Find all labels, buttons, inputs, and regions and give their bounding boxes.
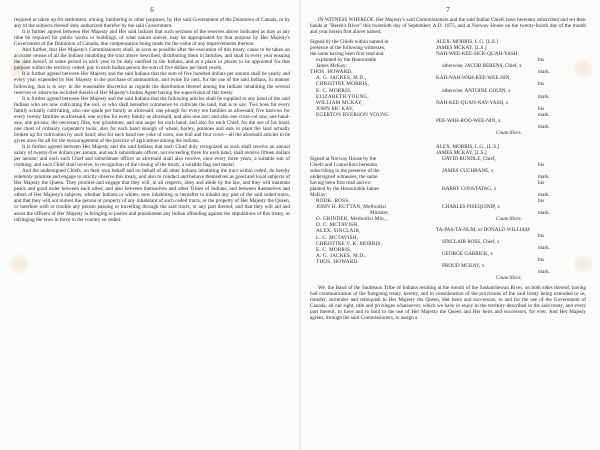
witness-column <box>310 144 428 281</box>
signatory-line: Councillors. <box>496 274 522 281</box>
signatory-line: HARRY CONSTATAG, x <box>442 186 497 193</box>
witness-name: ELIZABETH YOUNG, <box>316 93 369 100</box>
witness-line: James McKay: <box>316 63 347 70</box>
signatory-line: otherwise, JACOB BERENS, Chief, x <box>442 63 522 70</box>
witness-column <box>310 39 428 136</box>
witness-line: the same having been first read and <box>310 51 384 58</box>
witness-line: undersigned witnesses, the same <box>310 174 378 181</box>
signatory-line: mark. <box>538 268 550 275</box>
signatory-line: TA-PAS-TA-NUM, or DONALD WILLIAM <box>436 226 530 233</box>
signatory-line: Councillors. <box>496 129 522 136</box>
signatory-line: Councillors. <box>496 216 522 223</box>
signatory-line: mark. <box>538 123 550 130</box>
signatory-line: his <box>538 198 545 205</box>
witness-line: Signed by the Chiefs within named in <box>310 39 389 46</box>
signatory-line: DAVID RUNDLE, Chief, <box>442 155 496 162</box>
witness-name: E. C. MORRIS, <box>316 87 352 94</box>
closing-paragraph: We, the Band of the Saulteaux Tribe of Indians residing at the mouth of the Saskatchewan River, on both sides thereof, having had communication of the foregoing treaty, hereby, and in consideration of the provisions of the said treaty being extended to us, transfer, surrender and relinquish to Her Majesty the Queen, Her heirs and successors, to and for the use of the Government of Canada, all our right, title and privileges whatsoever, which we have or enjoy in the territory described in the said treaty, and every part thereof, to have and to hold to the use of Her Majesty the Queen and Her heirs and successors, for ever. And Her Majesty agrees, through the said Commissioners, to assign a <box>310 284 586 322</box>
signatory-column <box>436 39 586 136</box>
paragraph: required or taken up for settlement, mining, lumbering or other purposes, by Her said Government of the Dominion of Canada, or by any of the subjects thereof duly authorized therefor by the said Government. <box>14 17 290 30</box>
signatory-line: mark. <box>538 210 550 217</box>
witness-name: WILLIAM MCKAY, <box>316 99 363 106</box>
signatory-line: NAH-WEE-KEE-SICK-QUAH-YASH, <box>436 51 519 58</box>
paragraph: And further, that Her Majesty's Commissioners shall, as soon as possible after the execution of this treaty, cause to be taken an accurate census of all the Indians inhabiting the tract above described, distributing them in families, and shall in every year ensuing the date hereof, at some period in each year to be duly notified to the Indians, and at a place or places to be appointed for that purpose within the territory ceded, pay to each Indian person the sum of five dollars per head yearly. <box>14 47 290 72</box>
signature-block-norway-house <box>310 144 586 281</box>
signatory-line: NAH-KEE-QUAN-NAY-YASH, x <box>436 99 509 106</box>
witness-name: A. G. JACKES, M.D., <box>316 252 367 259</box>
witness-name: THOS. HOWARD. <box>316 258 359 265</box>
signatory-line: SINCLAIR ROSS, Chief, x <box>442 238 500 245</box>
page-number: 6 <box>150 6 154 14</box>
signatory-line: his <box>538 256 545 263</box>
witness-line: plained by the Honourable James <box>310 186 380 193</box>
paragraph: And the undersigned Chiefs, on their own behalf and on behalf of all other Indians inhabiting the tract within ceded, do hereby solemnly promise and engage to strictly observe this treaty, and also to conduct and behave themselves as good and loyal subjects of Her Majesty the Queen. They promise and engage that they will, in all respects, obey and abide by the law, and they will maintain peace and good order between each other, and also between themselves and other Tribes of Indians, and between themselves and others of Her Majesty's subjects, whether Indians or whites, now inhabiting or hereafter to inhabit any part of the said ceded tracts, and that they will not molest the person or property of any inhabitant of such ceded tracts, or the property of Her Majesty the Queen, or interfere with or trouble any person passing or travelling through the said tracts, or any part thereof, and that they will aid and assist the officers of Her Majesty in bringing to justice and punishment any Indian offending against the stipulations of this treaty, or infringing the laws in force in the country so ceded. <box>14 168 290 223</box>
signatory-line: mark. <box>538 111 550 118</box>
witness-name: ALEX. SINCLAIR, <box>316 228 361 235</box>
signatory-line: his <box>538 180 545 187</box>
paragraph: It is further agreed between Her Majesty and the said Indians that each Chief duly recognized as such shall receive an annual salary of twenty-five dollars per annum, and each subordinate officer, not exceeding three for each band, shall receive fifteen dollars per annum; and each such Chief and subordinate officer as aforesaid shall also receive, once every three years, a suitable suit of clothing; and each Chief shall receive, in recognition of the closing of the treaty, a suitable flag and medal. <box>14 143 290 169</box>
signatory-line: his <box>538 232 545 239</box>
signatory-line: mark. <box>538 244 550 251</box>
signatory-line: CHARLES PISEQUINIP, x <box>442 204 500 211</box>
signatory-line: mark. <box>538 93 550 100</box>
witness-name: O. GRINDER, Methodist Min., <box>316 216 387 223</box>
signature-block-berens-river <box>310 39 586 136</box>
signatory-line: mark. <box>538 192 550 199</box>
witness-name: JOHN H. RUTTAN, Methodist <box>316 204 387 211</box>
witness-line: explained by the Honourable <box>316 57 377 64</box>
page-number: 7 <box>446 6 450 14</box>
witness-line: Chiefs and Councillors hereunto <box>310 161 378 168</box>
witness-name: THOS. HOWARD, <box>310 69 353 76</box>
witness-name: Minister, <box>370 210 389 217</box>
signatory-line: mark. <box>538 174 550 181</box>
witness-line: having been first read and ex- <box>310 180 372 187</box>
witness-name: EGERTON RYERSON YOUNG <box>316 111 390 118</box>
paragraph: It is further agreed between Her Majesty and the said Indians that the sum of five hundred dollars per annum shall be yearly and every year expended by Her Majesty in the purchase of ammunition, and twine for nets, for the use of the said Indians, in manner following, that is to say: in the reasonable discretion as regards the distribution thereof among the Indians inhabiting the several reserves or otherwise included therein of Her Majesty's Indian Agent having the supervision of this treaty. <box>14 71 290 96</box>
signatory-line: ALEX. MORRIS, L.G. [L.S.] <box>436 39 498 46</box>
witness-line: McKay: <box>310 192 327 199</box>
signatory-line: mark. <box>538 69 550 76</box>
signatory-line: GEORGE GARRICK, x <box>442 250 493 257</box>
signatory-line: his <box>538 57 545 64</box>
witness-line: subscribing in the presence of the <box>310 167 380 174</box>
signatory-line: JAMES MCKAY, [L.S.] <box>436 149 487 156</box>
witness-name: D. C. MCTAVISH, <box>316 222 359 229</box>
witness-name: A. G. JACKES, M.D., <box>316 75 367 82</box>
signatory-line: JAMES MCKAY, [L.S.] <box>436 45 487 52</box>
witness-name: E. C. MORRIS, <box>316 246 352 253</box>
witness-paragraph: IN WITNESS WHEREOF, Her Majesty's said Commissioners and the said Indian Chiefs have hereunto subscribed and set their hands at "Beren's River" this twentieth day of September, A.D. 1875, and at Norway House on the twenty-fourth day of the month and year herein first above named. <box>310 17 586 36</box>
signatory-line: his <box>538 105 545 112</box>
signatory-line: his <box>538 81 545 88</box>
witness-line: presence of the following witnesses, <box>310 45 386 52</box>
paragraph: It is further agreed between Her Majesty and Her said Indians that such sections of the reserves above indicated as may at any time be required for public works or buildings, of what nature soever, may be appropriated for that purpose by Her Majesty's Government of the Dominion of Canada, due compensation being made for the value of any improvements thereon. <box>14 29 290 48</box>
witness-line: Signed at Norway House by the <box>310 155 377 162</box>
signatory-line: PROUD MCKAY, x <box>442 262 485 269</box>
paragraph: It is further agreed between Her Majesty and the said Indians that the following articles shall be supplied to any band of the said Indians who are now cultivating the soil, or who shall hereafter commence to cultivate the land, that is to say: Two hoes for every family actually cultivating, also one spade per family as aforesaid, one plough for every ten families as aforesaid, five harrows for every twenty families as aforesaid, one scythe for every family as aforesaid, and also one axe; and also one cross-cut saw, one hand-saw, one pit-saw, the necessary files, one grindstone, and one auger for each band; and also for each Chief, for the use of his band, one chest of ordinary carpenter's tools; also for each band enough of wheat, barley, potatoes and oats to plant the land actually broken up for cultivation by such band; also for each band one yoke of oxen, one bull and four cows—all the aforesaid articles to be given once for all for the encouragement of the practice of agriculture among the Indians. <box>14 95 290 144</box>
signatory-column <box>436 144 586 281</box>
witness-name: JOHN MC KAY, <box>316 105 354 112</box>
signatory-line: JAMES CUCHRANE, x <box>442 168 494 175</box>
signatory-line: PEE-WAH-ROO-WEE-NIN, x <box>436 117 501 124</box>
witness-name: CHRISTINE MORRIS, <box>316 81 369 88</box>
signatory-line: ALEX. MORRIS, L.G., [L.S.] <box>436 143 500 150</box>
signatory-line: KAH-NAH-WAH-KEE-WEE-NIN, <box>436 75 511 82</box>
witness-name: CHRISTINE V. K. MORRIS, <box>316 240 383 247</box>
witness-name: L. C. MCTAVISH, <box>316 234 359 241</box>
witness-name: RODK. ROSS, <box>316 198 350 205</box>
right-page <box>300 0 600 450</box>
signatory-line: otherwise, ANTOINE GOUIN, x <box>442 87 511 94</box>
signatory-line: his <box>538 162 545 169</box>
